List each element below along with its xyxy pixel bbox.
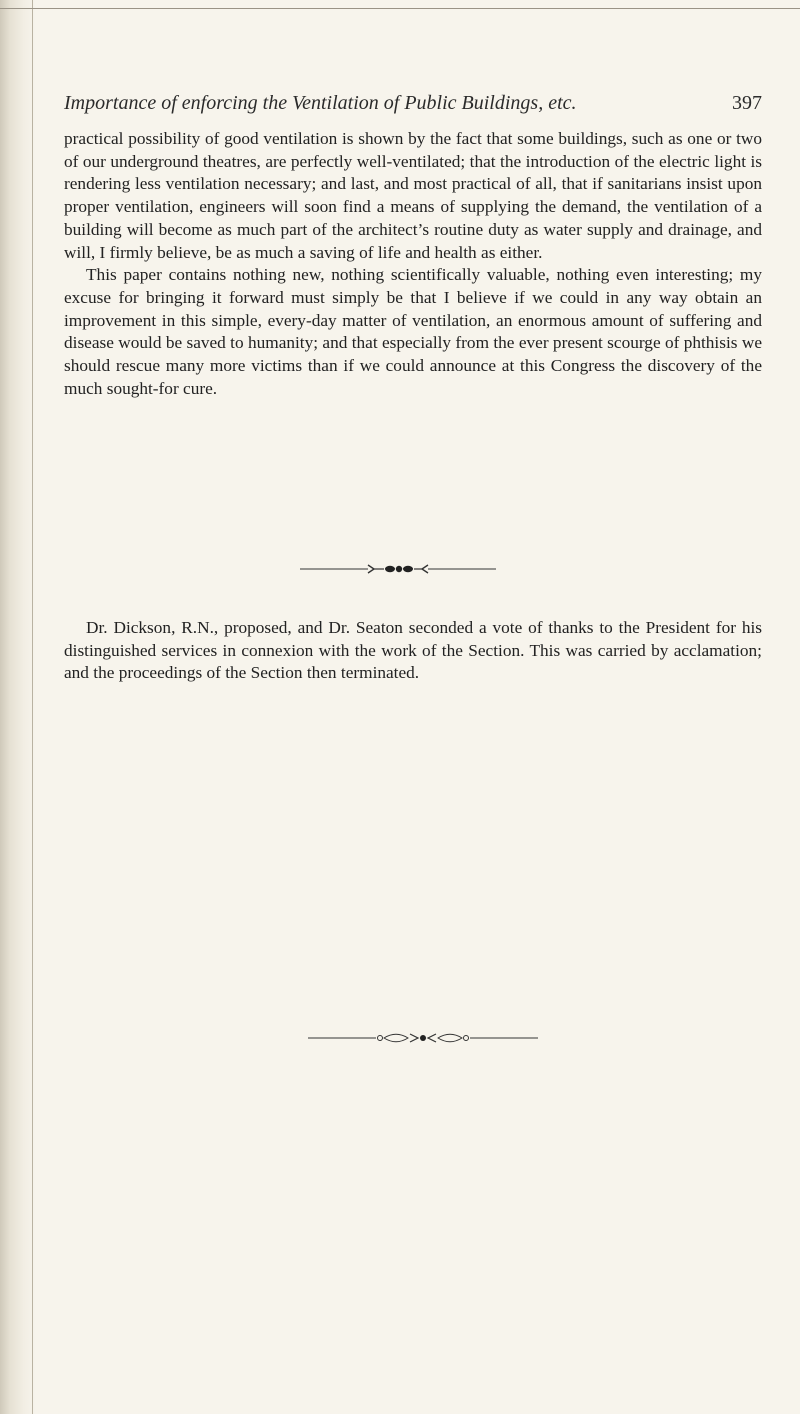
paragraph-conclusion: This paper contains nothing new, nothing scientifically valuable, nothing even interesting; my excuse for bringing it forward must simply be that I believe if we could in any way obtain an improvement in this simple, every-day matter of ventilation, an enormous amount of suffering and disease would be saved to humanity; and that especially from the ever present scourge of phthisis we should rescue many more victims than if we could announce at this Congress the discovery of the much sought-for cure. — [64, 265, 762, 398]
page-number: 397 — [732, 92, 762, 114]
closing-paragraph: Dr. Dickson, R.N., proposed, and Dr. Seaton seconded a vote of thanks to the President for his distinguished services in connexion with the work of the Section. This was carried by acclamation; and the proceedings of the Section then terminated. — [64, 618, 762, 683]
closing-text — [64, 617, 762, 685]
gutter-line — [32, 0, 33, 1414]
main-text — [64, 128, 762, 400]
book-binding-shadow — [0, 0, 36, 1414]
running-title: Importance of enforcing the Ventilation of Public Buildings, etc. — [64, 92, 577, 114]
paragraph-continuation: practical possibility of good ventilation is shown by the fact that some buildings, such as one or two of our underground theatres, are perfectly well-ventilated; that the introduction of the electric light is rendering less ventilation necessary; and last, and most practical of all, that if sanitarians insist upon proper ventilation, engineers will soon find a means of supplying the demand, the ventilation of a building will become as much part of the architect’s routine duty as water supply and drainage, and will, I firmly believe, be as much a saving of life and health as either. — [64, 129, 762, 262]
end-tailpiece-ornament — [0, 1030, 800, 1046]
top-edge-rule — [0, 8, 800, 9]
running-head — [64, 92, 762, 122]
section-divider-ornament — [0, 561, 800, 577]
